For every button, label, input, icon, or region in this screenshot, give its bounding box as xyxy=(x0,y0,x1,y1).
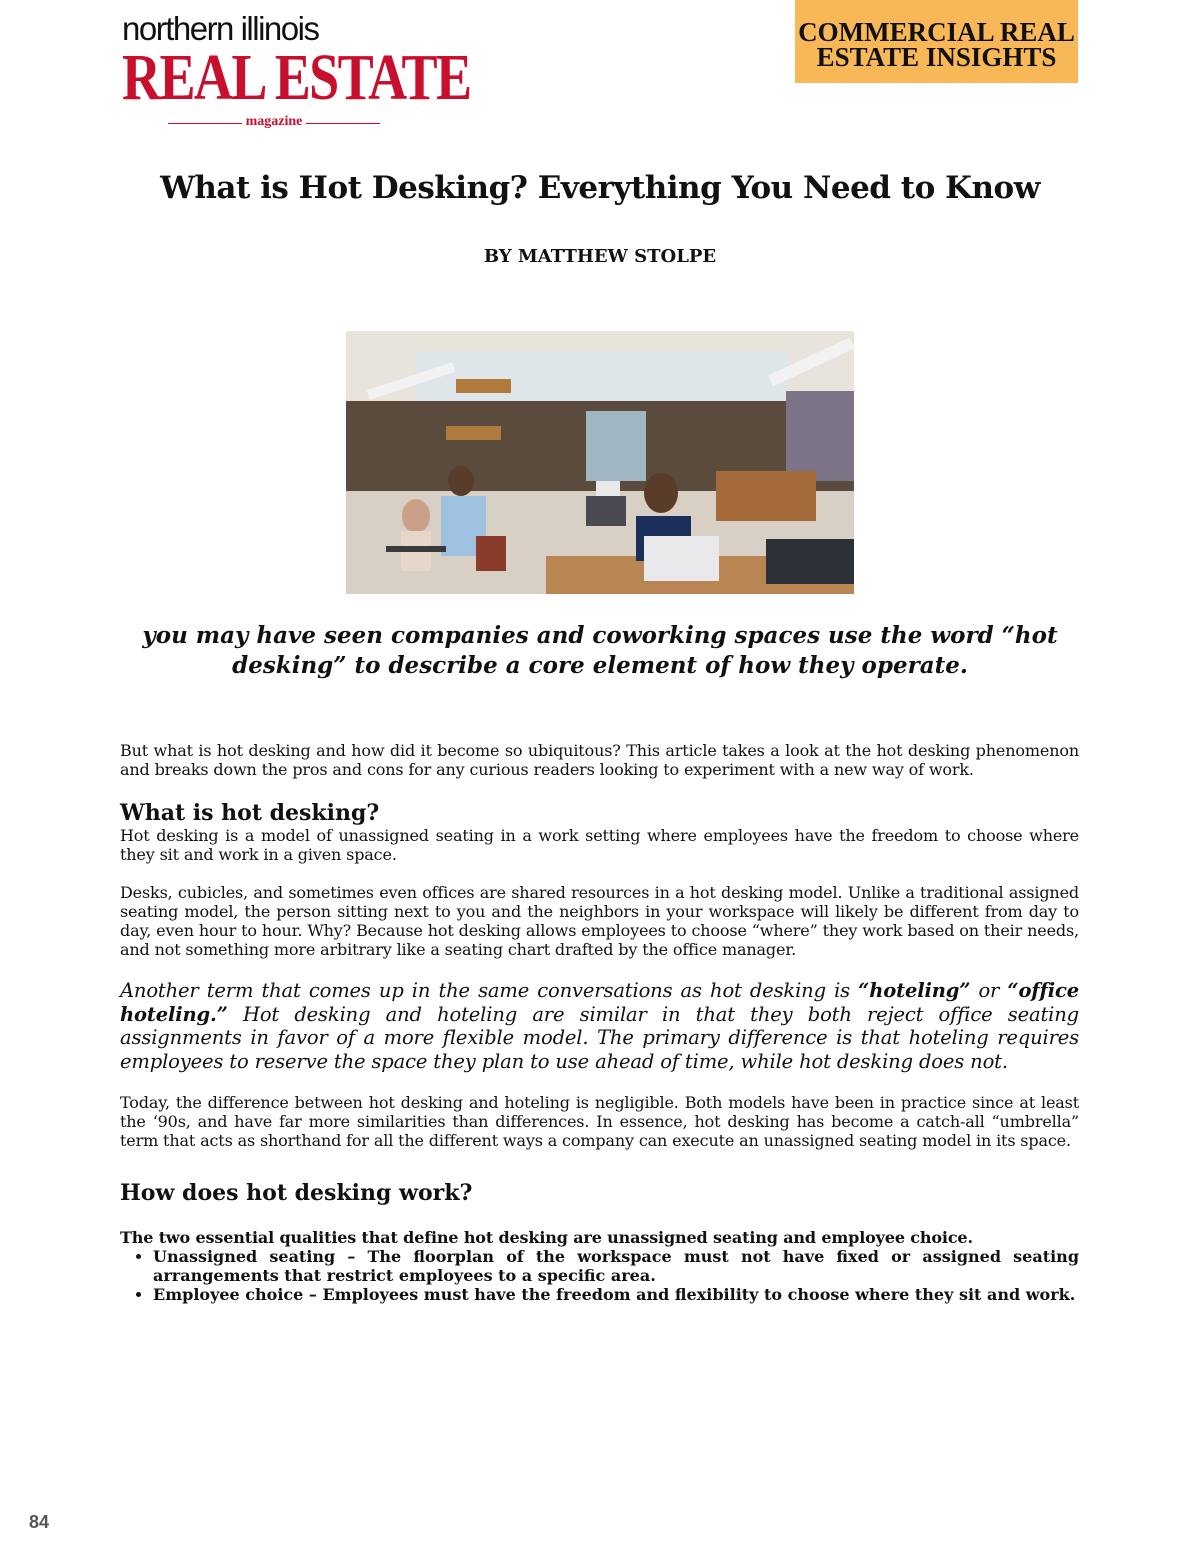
article-body xyxy=(120,741,1079,1304)
qualities-list xyxy=(120,1247,1079,1304)
intro-paragraph: But what is hot desking and how did it become so ubiquitous? This article takes a look at the hot desking phenomenon and breaks down the pros and cons for any curious readers looking to experiment with a new way of work. xyxy=(120,741,1079,779)
callout-text: or xyxy=(970,979,1008,1002)
list-item: • Employee choice – Employees must have the freedom and flexibility to choose where they sit and work. xyxy=(153,1285,1079,1304)
callout-term-hoteling: “hoteling” xyxy=(858,979,971,1002)
section-badge xyxy=(795,0,1078,83)
hoteling-callout xyxy=(120,979,1079,1073)
body-paragraph: Hot desking is a model of unassigned seating in a work setting where employees have the freedom to choose where they sit and work in a given space. xyxy=(120,826,1079,864)
pull-quote: you may have seen companies and coworking spaces use the word “hot desking” to describe a core element of how they operate. xyxy=(142,622,1058,679)
body-paragraph: Desks, cubicles, and sometimes even offices are shared resources in a hot desking model. Unlike a traditional assigned seating model, the person sitting next to you and the neighbors in your workspace will likely be different from day to day, even hour to hour. Why? Because hot desking allows employees to choose “where” they work based on their needs, and not something more arbitrary like a seating chart drafted by the office manager. xyxy=(120,883,1079,959)
section-heading-what-is-hot-desking: What is hot desking? xyxy=(120,800,380,826)
callout-text: Hot desking and hoteling are similar in that they both reject office seating assignments in favor of a more flexible model. The primary difference is that hoteling requires employees to reserve the space they plan to use ahead of time, while hot desking does not. xyxy=(120,1002,1079,1073)
section-badge-line1: COMMERCIAL REAL xyxy=(798,17,1075,47)
masthead-line-northern-illinois: northern illinois xyxy=(122,10,319,47)
magazine-masthead xyxy=(122,10,471,129)
coworking-space-photo xyxy=(346,331,854,594)
masthead-line-real-estate: REAL ESTATE xyxy=(122,41,471,114)
page-number: 84 xyxy=(29,1512,50,1532)
callout-term-office-hoteling: “office hoteling.” xyxy=(120,979,1080,1026)
section-badge-line2: ESTATE INSIGHTS xyxy=(816,42,1057,72)
section-heading-how-does-it-work: How does hot desking work? xyxy=(120,1180,473,1206)
list-item: • Unassigned seating – The floorplan of the workspace must not have fixed or assigned seating arrangements that restrict employees to a specific area. xyxy=(153,1247,1079,1285)
masthead-line-magazine xyxy=(168,115,380,129)
body-paragraph: Today, the difference between hot desking and hoteling is negligible. Both models have been in practice since at least the ‘90s, and have far more similarities than differences. In essence, hot desking has become a catch-all “umbrella” term that acts as shorthand for all the different ways a company can execute an unassigned seating model in its space. xyxy=(120,1093,1079,1150)
article-byline: BY MATTHEW STOLPE xyxy=(483,246,717,267)
callout-text: Another term that comes up in the same conversations as hot desking is xyxy=(120,979,859,1002)
article-title: What is Hot Desking? Everything You Need to Know xyxy=(160,170,1040,206)
masthead-magazine-text: magazine xyxy=(242,114,307,129)
list-intro: The two essential qualities that define hot desking are unassigned seating and employee choice. xyxy=(120,1228,973,1247)
